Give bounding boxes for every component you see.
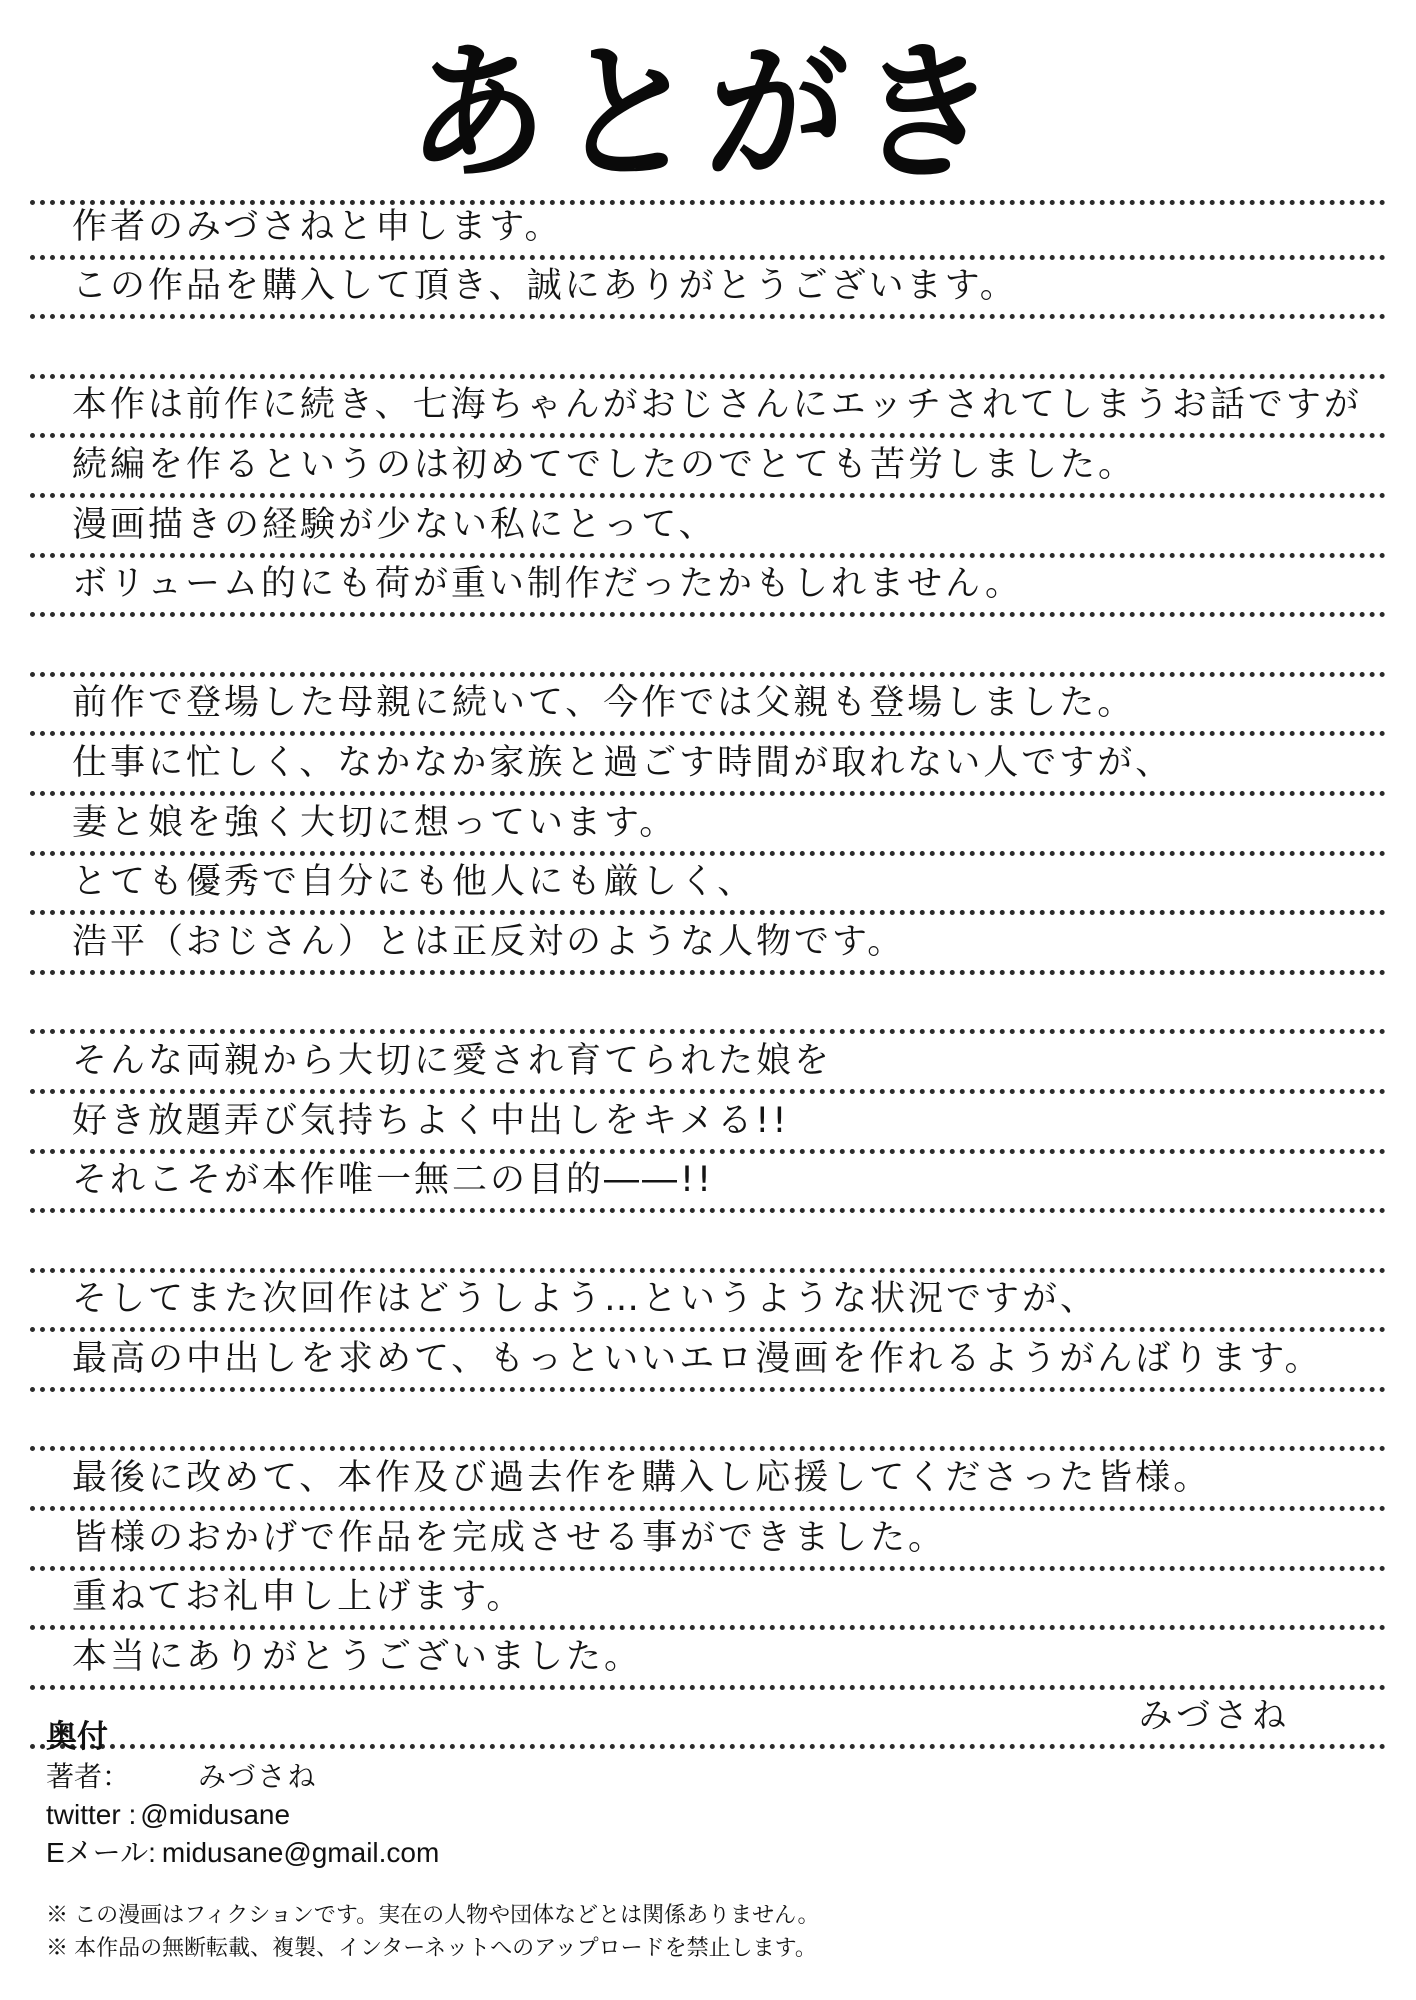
line-text: 本作は前作に続き、七海ちゃんがおじさんにエッチされてしまうお話ですが: [72, 385, 1362, 426]
page-title: あとがき: [404, 25, 1012, 201]
text-line: [30, 379, 1386, 439]
text-line: [30, 736, 1386, 796]
copyright-notice: ※ 本作品の無断転載、複製、インターネットへのアップロードを禁止します。: [46, 1935, 817, 1960]
email-address: midusane@gmail.com: [161, 1837, 440, 1868]
line-text: そしてまた次回作はどうしよう…というような状況ですが、: [72, 1279, 1099, 1320]
author-value: みづさね: [198, 1761, 318, 1792]
text-line: [30, 498, 1386, 558]
line-text: それこそが本作唯一無二の目的――!!: [72, 1160, 715, 1201]
colophon-twitter-row: [46, 1796, 1346, 1834]
text-line: [30, 1571, 1386, 1631]
text-line: [30, 1332, 1386, 1392]
line-text: ボリューム的にも荷が重い制作だったかもしれません。: [72, 564, 1024, 605]
text-line: [30, 915, 1386, 975]
line-text: 仕事に忙しく、なかなか家族と過ごす時間が取れない人ですが、: [72, 742, 1174, 783]
twitter-handle: @midusane: [140, 1799, 291, 1830]
signature: みづさね: [1138, 1696, 1290, 1737]
email-label: Eメール:: [46, 1837, 156, 1868]
text-line: [30, 975, 1386, 1035]
line-text: 重ねてお礼申し上げます。: [72, 1577, 525, 1618]
text-line: [30, 1094, 1386, 1154]
text-line: [30, 1451, 1386, 1511]
line-text: 作者のみづさねと申します。: [72, 206, 563, 247]
text-line: [30, 796, 1386, 856]
colophon-author-row: [46, 1758, 1346, 1796]
text-line: [30, 558, 1386, 618]
colophon-email-row: [46, 1834, 1346, 1872]
line-text: 本当にありがとうございました。: [72, 1636, 643, 1677]
text-line: [30, 1273, 1386, 1333]
line-text: 妻と娘を強く大切に想っています。: [72, 802, 678, 843]
line-text: 最高の中出しを求めて、もっといいエロ漫画を作れるようがんばります。: [72, 1338, 1323, 1379]
line-text: 好き放題弄び気持ちよく中出しをキメる!!: [72, 1100, 790, 1141]
line-text: 続編を作るというのは初めてでしたのでとても苦労しました。: [72, 444, 1137, 485]
line-text: 皆様のおかげで作品を完成させる事ができました。: [72, 1517, 947, 1558]
text-line: [30, 677, 1386, 737]
afterword-lined-sheet: [30, 200, 1386, 1749]
text-line: [30, 200, 1386, 260]
text-line: [30, 1392, 1386, 1452]
line-text: とても優秀で自分にも他人にも厳しく、: [72, 862, 756, 903]
text-line: [30, 617, 1386, 677]
text-line: [30, 319, 1386, 379]
line-text: 前作で登場した母親に続いて、今作では父親も登場しました。: [72, 683, 1136, 724]
colophon-heading: 奥付: [46, 1719, 108, 1754]
text-line: [30, 1154, 1386, 1214]
line-text: 最後に改めて、本作及び過去作を購入し応援してくださった皆様。: [72, 1458, 1212, 1499]
text-line: [30, 1213, 1386, 1273]
text-line: [30, 438, 1386, 498]
disclaimer-notes: [46, 1898, 1346, 1964]
author-label: 著者：: [46, 1761, 131, 1792]
text-line: [30, 1511, 1386, 1571]
colophon: [46, 1716, 1346, 1872]
line-text: 浩平（おじさん）とは正反対のような人物です。: [72, 921, 906, 962]
line-text: 漫画描きの経験が少ない私にとって、: [72, 504, 717, 545]
twitter-label: twitter :: [46, 1799, 137, 1830]
text-line: [30, 856, 1386, 916]
text-line: [30, 1034, 1386, 1094]
line-text: そんな両親から大切に愛され育てられた娘を: [72, 1040, 833, 1081]
text-line: [30, 1630, 1386, 1690]
line-text: この作品を購入して頂き、誠にありがとうございます。: [72, 266, 1018, 307]
fiction-disclaimer: ※ この漫画はフィクションです。実在の人物や団体などとは関係ありません。: [46, 1902, 820, 1927]
text-line: [30, 260, 1386, 320]
